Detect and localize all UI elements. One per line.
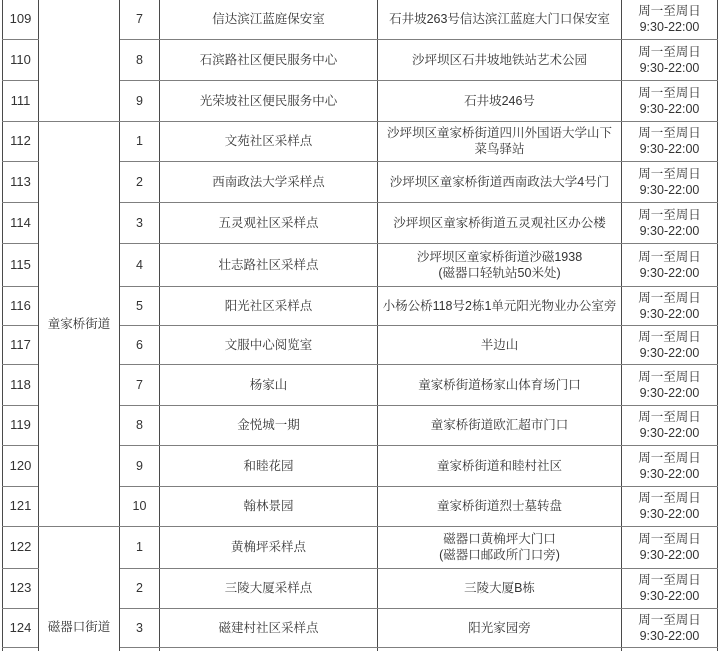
hours-days: 周一至周日 xyxy=(638,369,701,384)
hours-days: 周一至周日 xyxy=(638,290,701,305)
site-name-cell: 石滨路社区便民服务中心 xyxy=(160,39,378,80)
address-cell xyxy=(378,0,622,39)
seq-cell: 8 xyxy=(120,39,160,80)
address-cell xyxy=(378,325,622,364)
seq-cell xyxy=(120,647,160,651)
seq-cell: 3 xyxy=(120,608,160,647)
address-line1: 沙坪坝区童家桥街道五灵观社区办公楼 xyxy=(393,215,606,230)
hours-cell xyxy=(622,486,718,526)
table-row xyxy=(3,121,718,161)
street-cell: 磁器口街道 xyxy=(39,526,120,651)
seq-cell: 2 xyxy=(120,568,160,608)
hours-days: 周一至周日 xyxy=(638,329,701,344)
row-number-cell: 116 xyxy=(3,286,39,325)
hours-cell xyxy=(622,202,718,243)
address-line1: 童家桥街道和睦村社区 xyxy=(436,458,562,473)
hours-days: 周一至周日 xyxy=(638,4,701,19)
hours-cell xyxy=(622,39,718,80)
hours-days: 周一至周日 xyxy=(638,491,701,505)
hours-time: 9:30-22:00 xyxy=(639,548,700,562)
address-cell xyxy=(378,80,622,121)
row-number-cell: 124 xyxy=(3,608,39,647)
address-line1: 石井坡246号 xyxy=(464,93,535,108)
hours-time: 9:30-22:00 xyxy=(639,628,700,643)
address-cell xyxy=(378,364,622,405)
seq-cell: 10 xyxy=(120,486,160,526)
site-name-cell xyxy=(160,647,378,651)
hours-time: 9:30-22:00 xyxy=(639,426,700,440)
street-cell: 童家桥街道 xyxy=(39,121,120,526)
site-name-cell: 黄桷坪采样点 xyxy=(160,526,378,568)
hours-cell xyxy=(622,121,718,161)
row-number-cell: 122 xyxy=(3,526,39,568)
hours-cell xyxy=(622,243,718,286)
hours-days: 周一至周日 xyxy=(638,85,701,100)
hours-cell xyxy=(622,0,718,39)
site-name-cell: 西南政法大学采样点 xyxy=(160,161,378,202)
hours-time: 9:30-22:00 xyxy=(639,466,700,481)
row-number-cell: 111 xyxy=(3,80,39,121)
hours-time: 9:30-22:00 xyxy=(639,385,700,400)
seq-cell: 8 xyxy=(120,405,160,445)
site-name-cell: 翰林景园 xyxy=(160,486,378,526)
row-number-cell: 109 xyxy=(3,0,39,39)
hours-time: 9:30-22:00 xyxy=(639,507,700,521)
hours-cell xyxy=(622,80,718,121)
address-line1: 童家桥街道烈士墓转盘 xyxy=(436,499,562,513)
address-cell xyxy=(378,526,622,568)
row-number-cell: 118 xyxy=(3,364,39,405)
address-line1: 沙坪坝区童家桥街道沙磁1938 xyxy=(416,249,583,264)
sampling-sites-table xyxy=(2,0,718,651)
hours-time: 9:30-22:00 xyxy=(639,345,700,360)
hours-days: 周一至周日 xyxy=(638,450,701,465)
address-line1: 磁器口黄桷坪大门口 xyxy=(443,532,556,546)
address-cell xyxy=(378,486,622,526)
site-name-cell: 壮志路社区采样点 xyxy=(160,243,378,286)
hours-time: 9:30-22:00 xyxy=(639,306,700,321)
address-line1: 沙坪坝区童家桥街道西南政法大学4号门 xyxy=(389,174,610,189)
hours-cell xyxy=(622,161,718,202)
row-number-cell: 112 xyxy=(3,121,39,161)
table-row xyxy=(3,526,718,568)
hours-days: 周一至周日 xyxy=(638,573,701,587)
seq-cell: 7 xyxy=(120,364,160,405)
row-number-cell: 120 xyxy=(3,445,39,486)
hours-cell xyxy=(622,405,718,445)
site-name-cell: 三陵大厦采样点 xyxy=(160,568,378,608)
address-line1: 小杨公桥118号2栋1单元阳光物业办公室旁 xyxy=(382,298,617,313)
seq-cell: 5 xyxy=(120,286,160,325)
row-number-cell xyxy=(3,647,39,651)
hours-time: 9:30-22:00 xyxy=(639,60,700,75)
hours-cell xyxy=(622,608,718,647)
address-cell xyxy=(378,445,622,486)
hours-cell xyxy=(622,526,718,568)
hours-cell xyxy=(622,286,718,325)
hours-cell xyxy=(622,325,718,364)
site-name-cell: 和睦花园 xyxy=(160,445,378,486)
seq-cell: 2 xyxy=(120,161,160,202)
row-number-cell: 117 xyxy=(3,325,39,364)
hours-time: 9:30-22:00 xyxy=(639,589,700,603)
address-line1: 阳光家园旁 xyxy=(468,620,531,635)
seq-cell: 7 xyxy=(120,0,160,39)
site-name-cell: 杨家山 xyxy=(160,364,378,405)
seq-cell: 1 xyxy=(120,526,160,568)
site-name-cell: 光荣坡社区便民服务中心 xyxy=(160,80,378,121)
hours-days: 周一至周日 xyxy=(638,612,701,627)
hours-days: 周一至周日 xyxy=(638,532,701,546)
address-line1: 三陵大厦B栋 xyxy=(464,581,535,595)
hours-days: 周一至周日 xyxy=(638,410,701,424)
address-line1: 童家桥街道杨家山体育场门口 xyxy=(418,377,581,392)
table-row xyxy=(3,0,718,39)
site-name-cell: 文苑社区采样点 xyxy=(160,121,378,161)
hours-time: 9:30-22:00 xyxy=(639,20,700,35)
address-cell xyxy=(378,405,622,445)
address-line1: 沙坪坝区童家桥街道四川外国语大学山下菜鸟驿站 xyxy=(386,126,612,156)
row-number-cell: 115 xyxy=(3,243,39,286)
address-cell xyxy=(378,608,622,647)
address-line1: 石井坡263号信达滨江蓝庭大门口保安室 xyxy=(389,12,610,27)
hours-days: 周一至周日 xyxy=(638,166,701,181)
site-name-cell: 五灵观社区采样点 xyxy=(160,202,378,243)
hours-cell xyxy=(622,647,718,651)
hours-days: 周一至周日 xyxy=(638,207,701,222)
hours-cell xyxy=(622,445,718,486)
site-name-cell: 文服中心阅览室 xyxy=(160,325,378,364)
address-cell xyxy=(378,647,622,651)
address-cell xyxy=(378,161,622,202)
hours-days: 周一至周日 xyxy=(638,249,701,264)
street-cell xyxy=(39,0,120,121)
address-cell xyxy=(378,286,622,325)
site-name-cell: 磁建村社区采样点 xyxy=(160,608,378,647)
address-line1: 半边山 xyxy=(480,337,519,352)
address-line2: (磁器口邮政所门口旁) xyxy=(439,548,560,562)
hours-cell xyxy=(622,364,718,405)
seq-cell: 1 xyxy=(120,121,160,161)
site-name-cell: 信达滨江蓝庭保安室 xyxy=(160,0,378,39)
hours-time: 9:30-22:00 xyxy=(639,101,700,116)
seq-cell: 6 xyxy=(120,325,160,364)
address-line1: 沙坪坝区石井坡地铁站艺术公园 xyxy=(411,52,587,67)
hours-time: 9:30-22:00 xyxy=(639,182,700,197)
hours-time: 9:30-22:00 xyxy=(639,142,700,156)
seq-cell: 9 xyxy=(120,445,160,486)
address-cell xyxy=(378,568,622,608)
hours-time: 9:30-22:00 xyxy=(639,265,700,280)
seq-cell: 4 xyxy=(120,243,160,286)
hours-days: 周一至周日 xyxy=(638,44,701,59)
hours-time: 9:30-22:00 xyxy=(639,223,700,238)
address-cell xyxy=(378,243,622,286)
address-cell xyxy=(378,202,622,243)
seq-cell: 9 xyxy=(120,80,160,121)
address-cell xyxy=(378,121,622,161)
hours-cell xyxy=(622,568,718,608)
address-line1: 童家桥街道欧汇超市门口 xyxy=(430,418,569,432)
row-number-cell: 119 xyxy=(3,405,39,445)
row-number-cell: 114 xyxy=(3,202,39,243)
row-number-cell: 121 xyxy=(3,486,39,526)
site-name-cell: 金悦城一期 xyxy=(160,405,378,445)
site-name-cell: 阳光社区采样点 xyxy=(160,286,378,325)
address-cell xyxy=(378,39,622,80)
hours-days: 周一至周日 xyxy=(638,126,701,140)
address-line2: (磁器口轻轨站50米处) xyxy=(438,265,561,280)
row-number-cell: 113 xyxy=(3,161,39,202)
seq-cell: 3 xyxy=(120,202,160,243)
row-number-cell: 123 xyxy=(3,568,39,608)
row-number-cell: 110 xyxy=(3,39,39,80)
